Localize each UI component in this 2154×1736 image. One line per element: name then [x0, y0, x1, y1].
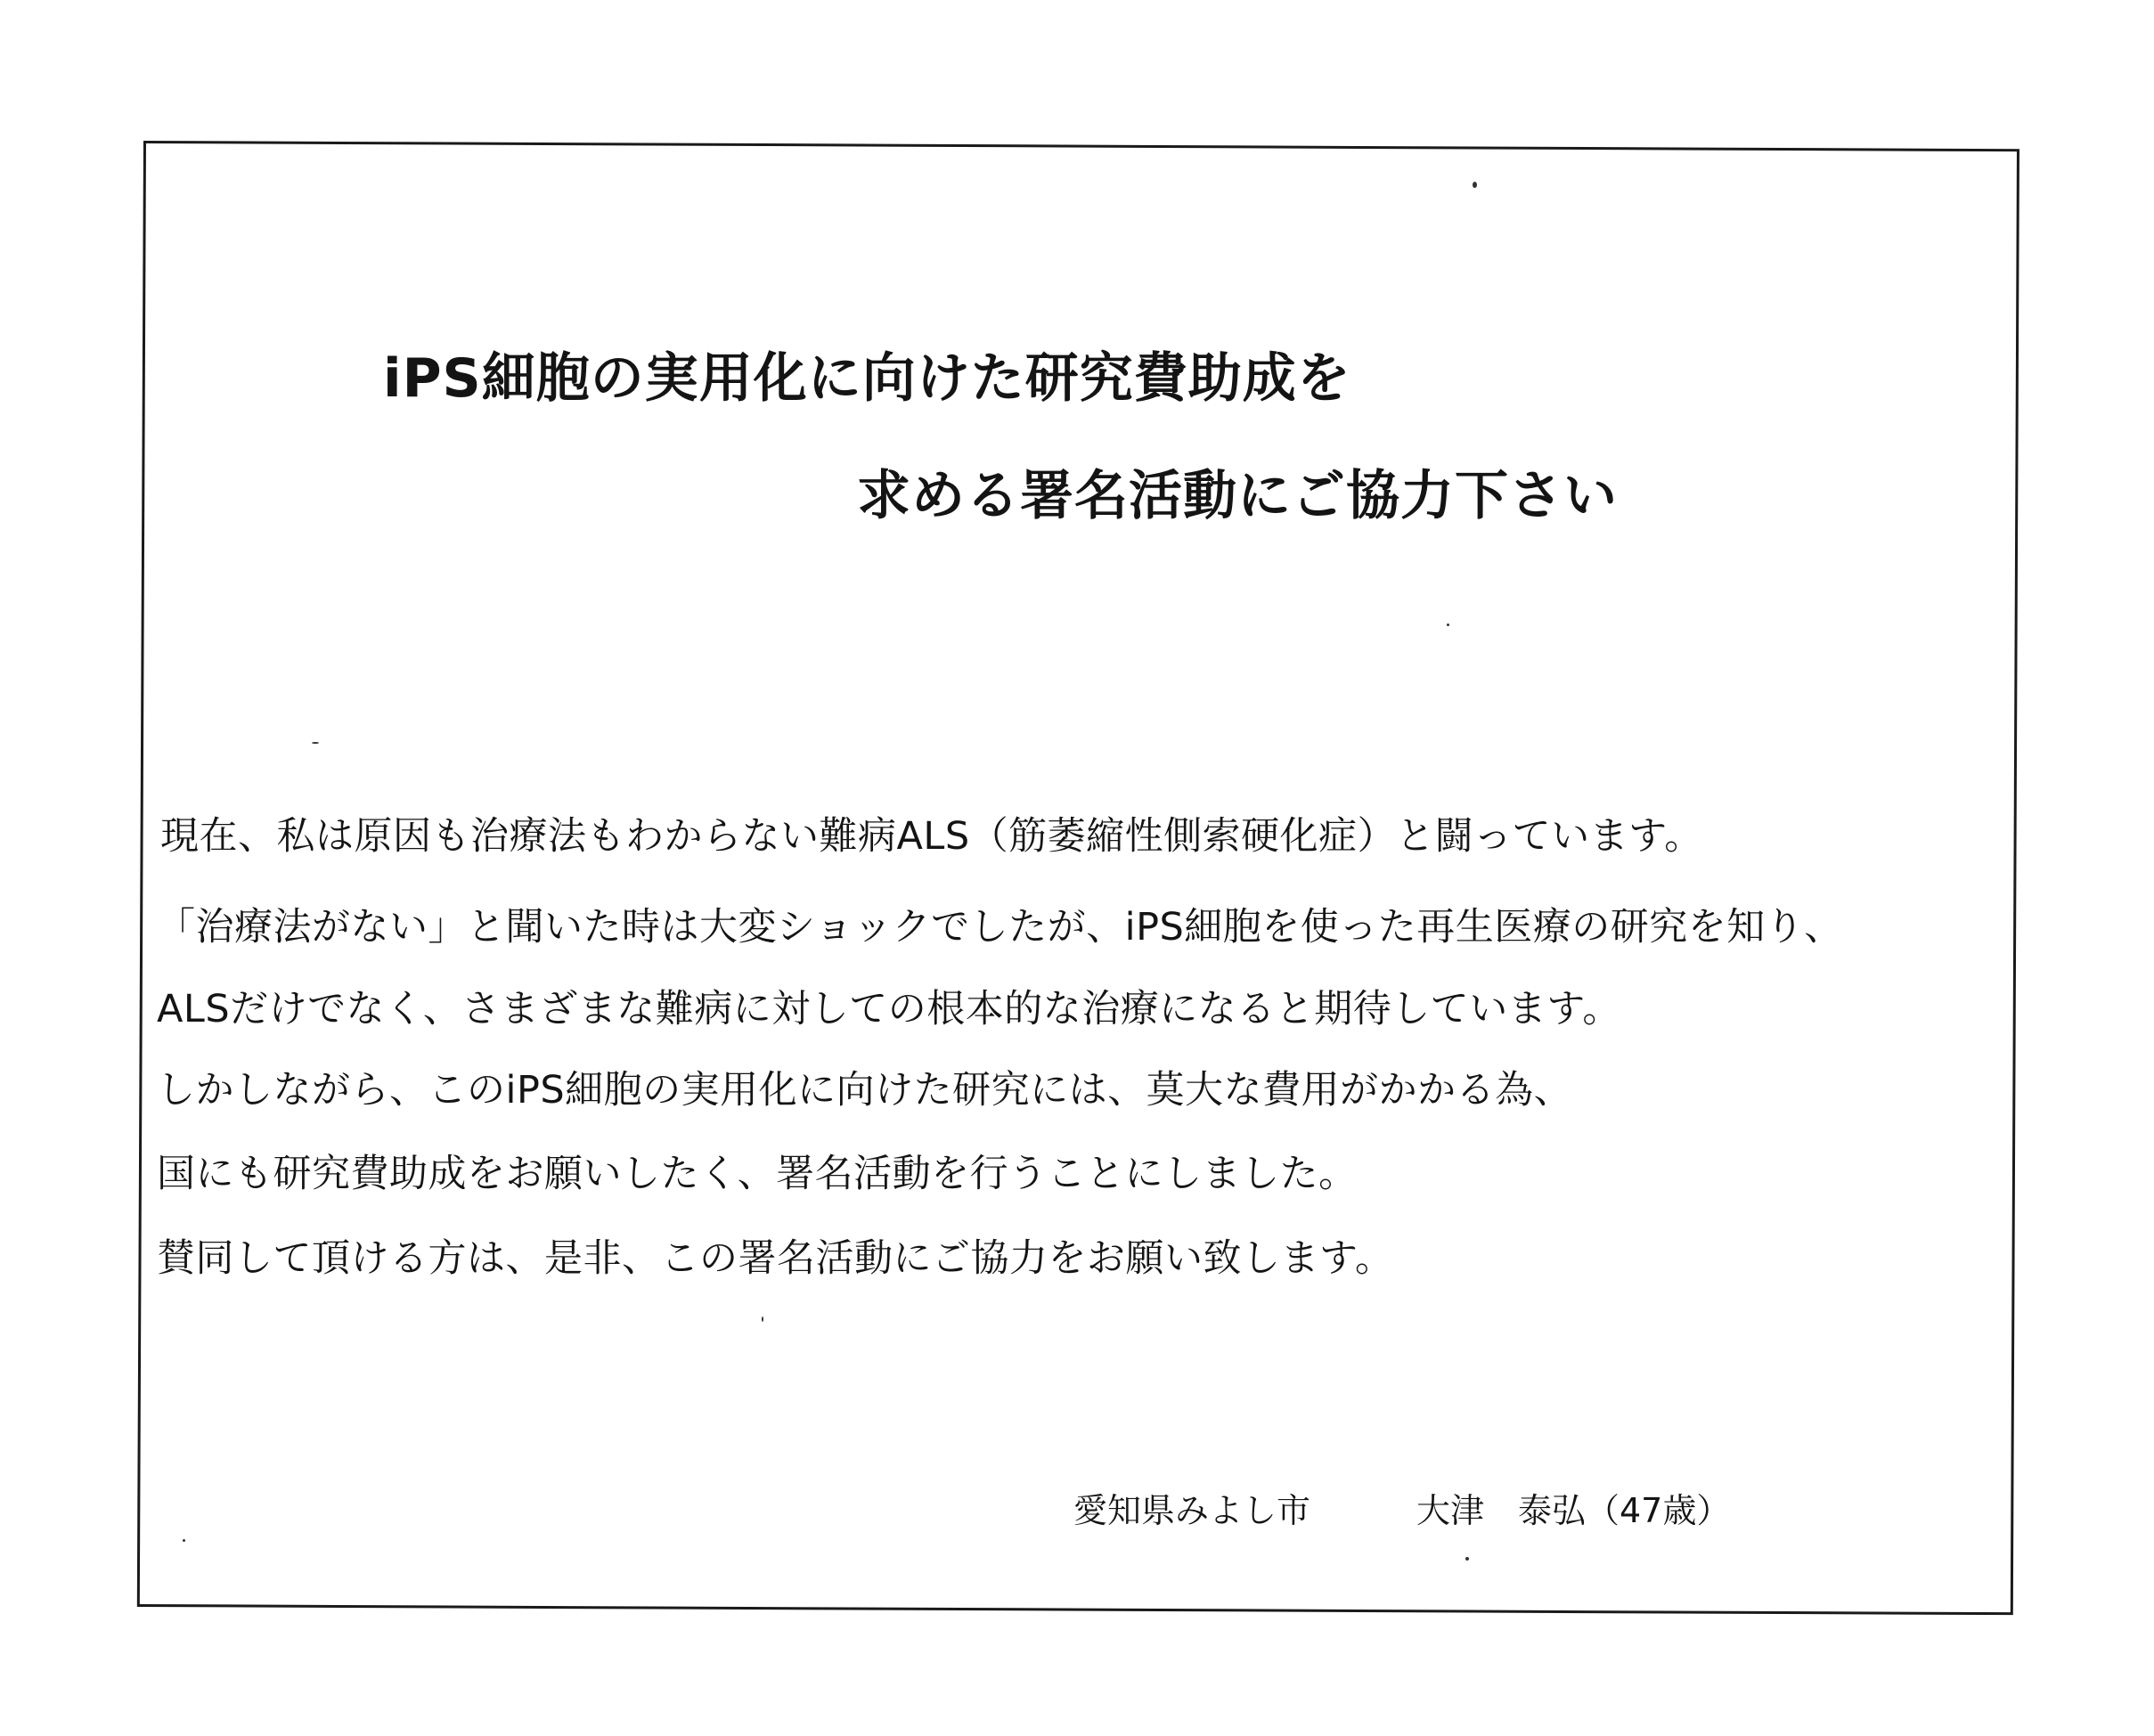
body-paragraph-line: 「治療法がない」と聞いた時は大変ショックでしたが、iPS細胞を使った再生医療の研究を知り、: [157, 905, 1843, 950]
title-line-1: iPS細胞の実用化に向けた研究費助成を: [383, 347, 1351, 410]
scan-speck: [1473, 182, 1477, 188]
body-paragraph-line: しかしながら、このiPS細胞の実用化に向けた研究には、莫大な費用がかかる為、: [157, 1068, 1573, 1113]
scan-speck: [312, 742, 319, 744]
scan-speck: [1465, 1557, 1469, 1561]
body-paragraph-line: 現在、私は原因も治療法もわからない難病ALS（筋萎縮性側索硬化症）と闘っています。: [160, 814, 1703, 859]
title-line-2: 求める署名活動にご協力下さい: [857, 465, 1618, 527]
signature-name: 大津 泰弘（47歳）: [1416, 1491, 1731, 1530]
body-paragraph-line: 国にも研究費助成をお願いしたく、署名活動を行うことにしました。: [157, 1152, 1358, 1196]
body-paragraph-line: 賛同して頂ける方は、是非、この署名活動にご協力をお願い致します。: [157, 1236, 1394, 1281]
scan-speck: [183, 1539, 185, 1542]
body-paragraph-line: ALSだけでなく、さまざまな難病に対しての根本的な治療になると期待しています。: [157, 987, 1621, 1031]
scan-speck: [1447, 623, 1449, 626]
scan-speck: [762, 1316, 763, 1322]
signature-location: 愛知県みよし市: [1073, 1491, 1311, 1530]
